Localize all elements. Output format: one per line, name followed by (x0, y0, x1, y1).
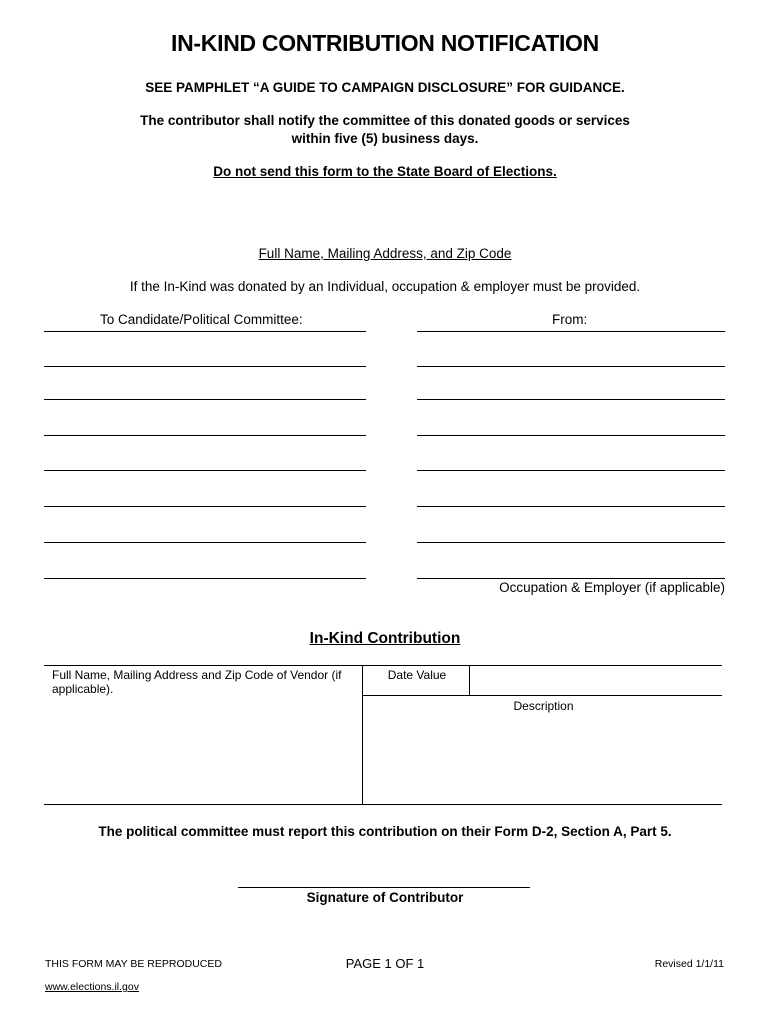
signature-line[interactable] (238, 887, 530, 888)
from-field-line-3[interactable] (417, 399, 725, 400)
notice-line-2: within five (5) business days. (291, 131, 479, 146)
occupation-employer-label: Occupation & Employer (if applicable) (499, 580, 725, 595)
vendor-field[interactable] (45, 700, 361, 804)
description-field[interactable] (365, 716, 722, 804)
date-value-field[interactable] (470, 666, 722, 696)
from-field-line-7[interactable] (417, 542, 725, 543)
form-title: IN-KIND CONTRIBUTION NOTIFICATION (171, 30, 599, 56)
from-field-line-8[interactable] (417, 578, 725, 579)
to-field-line-5[interactable] (44, 470, 366, 471)
fullname-heading: Full Name, Mailing Address, and Zip Code (258, 246, 512, 261)
from-field-line-4[interactable] (417, 435, 725, 436)
to-field-line-6[interactable] (44, 506, 366, 507)
vendor-label: Full Name, Mailing Address and Zip Code of Vendor (if applicable). (52, 668, 342, 696)
elections-website-link[interactable]: www.elections.il.gov (45, 981, 139, 993)
do-not-send-note: Do not send this form to the State Board of Elections. (213, 164, 557, 179)
reproduce-note: THIS FORM MAY BE REPRODUCED (45, 958, 222, 970)
date-value-label: Date Value (387, 668, 447, 682)
to-field-line-8[interactable] (44, 578, 366, 579)
individual-note: If the In-Kind was donated by an Individual, occupation & employer must be provided. (129, 279, 641, 294)
from-field-line-1[interactable] (417, 331, 725, 332)
description-label: Description (513, 699, 574, 713)
to-field-line-4[interactable] (44, 435, 366, 436)
report-note: The political committee must report this contribution on their Form D-2, Section A, Part 5. (98, 824, 672, 839)
to-field-line-2[interactable] (44, 366, 366, 367)
to-committee-label: To Candidate/Political Committee: (100, 312, 303, 327)
from-field-line-6[interactable] (417, 506, 725, 507)
page-number: PAGE 1 OF 1 (345, 956, 425, 971)
inkind-heading: In-Kind Contribution (309, 630, 461, 647)
notice-line-1: The contributor shall notify the committee of this donated goods or services (140, 113, 630, 128)
from-field-line-5[interactable] (417, 470, 725, 471)
to-field-line-3[interactable] (44, 399, 366, 400)
to-field-line-1[interactable] (44, 331, 366, 332)
form-subtitle: SEE PAMPHLET “A GUIDE TO CAMPAIGN DISCLOSURE” FOR GUIDANCE. (145, 80, 625, 95)
signature-label: Signature of Contributor (306, 890, 464, 905)
to-field-line-7[interactable] (44, 542, 366, 543)
from-label: From: (552, 312, 588, 327)
from-field-line-2[interactable] (417, 366, 725, 367)
revised-date: Revised 1/1/11 (654, 958, 724, 970)
